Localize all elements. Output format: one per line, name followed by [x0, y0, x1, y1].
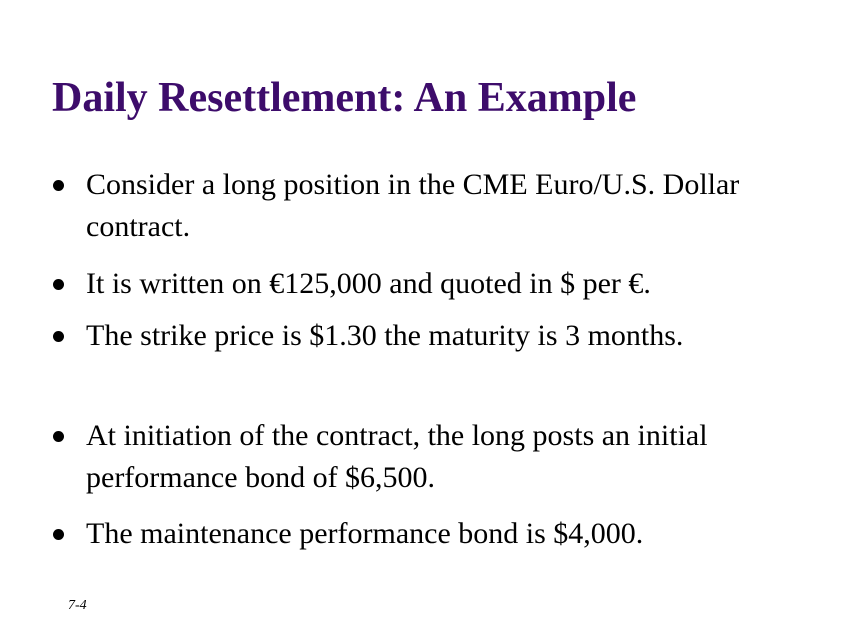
- bullet-item: [86, 315, 806, 357]
- bullet-text: At initiation of the contract, the long posts an initial performance bond of $6,500.: [86, 419, 708, 494]
- bullet-item: [86, 513, 806, 555]
- bullet-dot-icon: [53, 529, 64, 540]
- bullet-dot-icon: [53, 431, 64, 442]
- bullet-dot-icon: [53, 279, 64, 290]
- slide-title: Daily Resettlement: An Example: [52, 75, 637, 121]
- bullet-dot-icon: [53, 180, 64, 191]
- bullet-text: The maintenance performance bond is $4,000.: [86, 517, 644, 550]
- bullet-dot-icon: [53, 331, 64, 342]
- bullet-text: Consider a long position in the CME Euro/U.S. Dollar contract.: [86, 168, 740, 243]
- bullet-item: [86, 164, 806, 248]
- bullet-item: [86, 263, 806, 305]
- slide-number: 7-4: [68, 598, 87, 613]
- bullet-text: The strike price is $1.30 the maturity is 3 months.: [86, 319, 684, 352]
- bullet-item: [86, 415, 806, 499]
- bullet-text: It is written on €125,000 and quoted in $ per €.: [86, 267, 651, 300]
